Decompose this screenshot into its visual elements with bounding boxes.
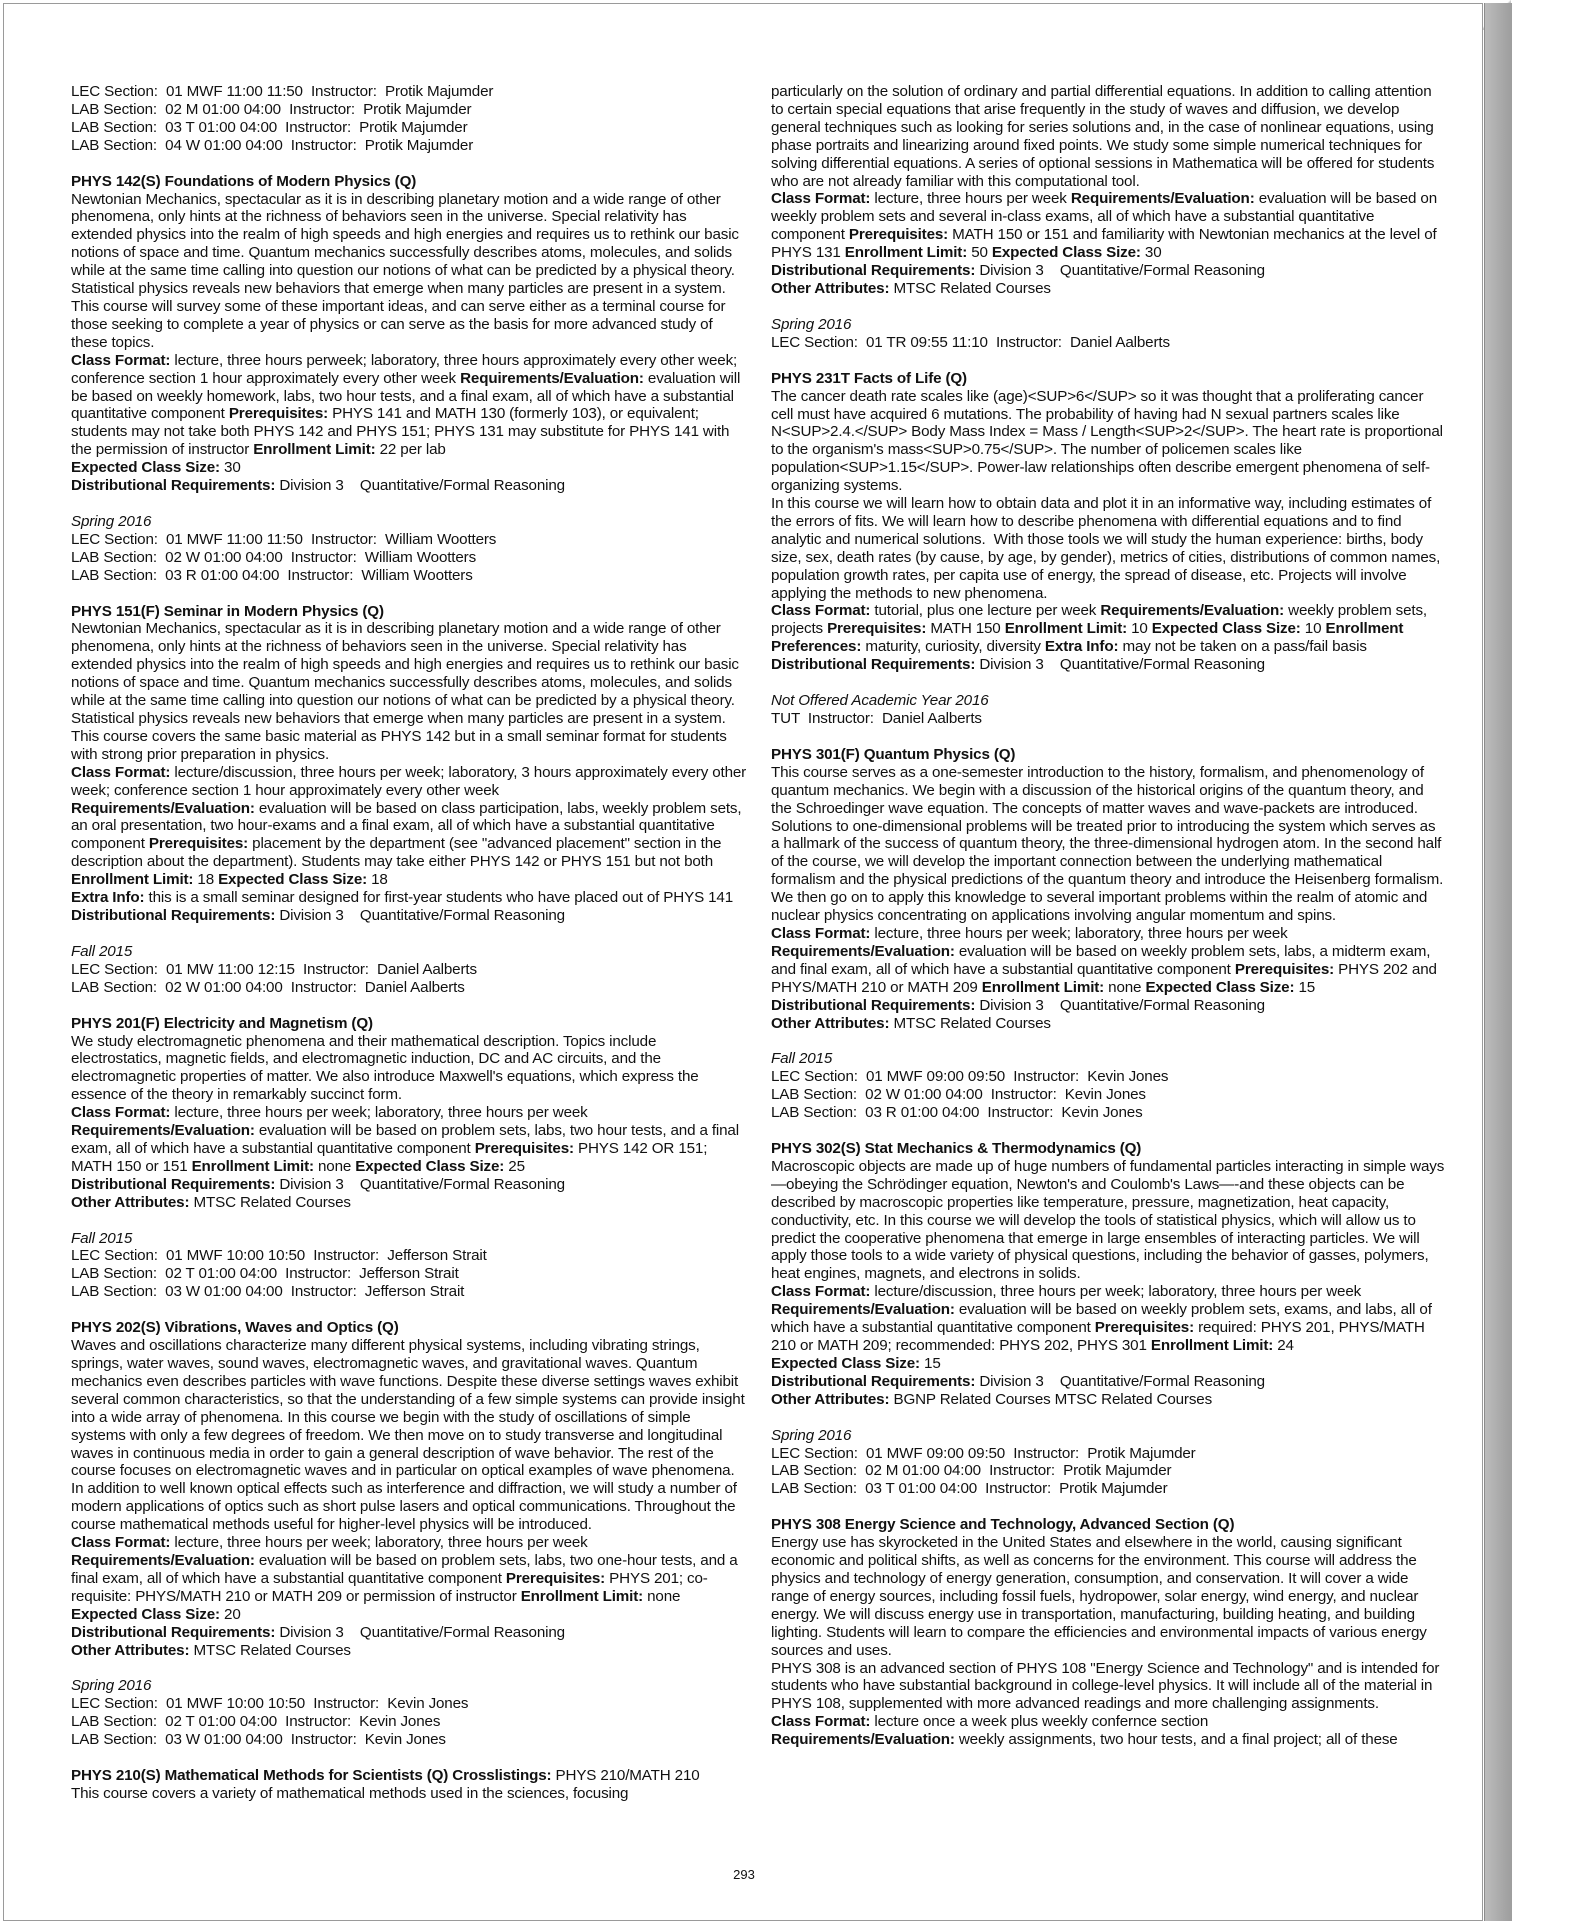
requirements-value: evaluation will be based on weekly problem sets, exams, and labs, all of which have a substantial quantitative component [771, 1301, 1432, 1337]
prerequisites-label: Prerequisites: [827, 620, 927, 638]
crosslistings-value: PHYS 210/MATH 210 [555, 1767, 700, 1785]
course-title: PHYS 302(S) Stat Mechanics & Thermodynamics (Q) [771, 1140, 1142, 1158]
distribution-label: Distributional Requirements: [771, 1372, 976, 1390]
requirements-label: Requirements/Evaluation: [71, 1122, 255, 1140]
page-number: 293 [733, 1867, 755, 1882]
offering-block [771, 1427, 1447, 1499]
class-format-row [771, 925, 1447, 943]
requirements-value: evaluation will be based on weekly homework, labs, two hour tests, and a final exam, all of which have a substantial quantitative component [71, 369, 741, 423]
class-format-label: Class Format: [71, 763, 171, 781]
class-size-value: 15 [1298, 978, 1316, 996]
extra-info-label: Extra Info: [1044, 638, 1119, 656]
semester-label: Spring 2016 [71, 512, 152, 530]
section-line: LEC Section: 01 MWF 10:00 10:50 Instructor: Jefferson Strait [71, 1247, 487, 1265]
class-size-row [771, 1355, 1447, 1373]
class-size-label: Expected Class Size: [218, 871, 368, 889]
requirements-label: Requirements/Evaluation: [71, 1551, 255, 1569]
enrollment-limit-value: 50 [971, 244, 988, 262]
offering-block [71, 1230, 747, 1302]
prerequisites-value: PHYS 141 and MATH 130 (formerly 103), or equivalent; students may not take both PHYS 142 and PHYS 151; PHYS 131 may substitute for PHYS 141 with the permission of instructor [71, 405, 730, 459]
other-attributes-value: BGNP Related Courses MTSC Related Courses [893, 1390, 1213, 1408]
class-format-label: Class Format: [71, 1534, 171, 1552]
semester-label: Spring 2016 [771, 315, 852, 333]
distribution-row [771, 656, 1447, 674]
other-attributes-value: MTSC Related Courses [193, 1641, 351, 1659]
semester-label: Fall 2015 [771, 1050, 833, 1068]
section-line: LEC Section: 01 MWF 10:00 10:50 Instructor: Kevin Jones [71, 1695, 469, 1713]
other-attributes-row [771, 280, 1447, 298]
distribution-label: Distributional Requirements: [71, 477, 276, 495]
prerequisites-label: Prerequisites: [1234, 960, 1335, 978]
course-description: particularly on the solution of ordinary and partial differential equations. In addition to calling attention to certain special equations that arise frequently in the study of waves and diffusion, we develop general techniques such as looking for series solutions and, in the case of nonlinear equations, using phase portraits and linearizing around fixed points. We study some simple numerical techniques for solving differential equations. A series of optional sessions in Mathematica will be offered for students who are not already familiar with this computational tool. [771, 83, 1439, 190]
other-attributes-value: MTSC Related Courses [893, 279, 1051, 297]
class-format-label: Class Format: [71, 1104, 171, 1122]
distribution-row [71, 1176, 747, 1194]
enrollment-preferences-value: maturity, curiosity, diversity [865, 638, 1041, 656]
left-column [71, 83, 747, 1803]
requirements-label: Requirements/Evaluation: [460, 369, 644, 387]
class-format-row [771, 1713, 1447, 1731]
distribution-value: Division 3 Quantitative/Formal Reasoning [279, 906, 565, 924]
other-attributes-label: Other Attributes: [771, 1014, 890, 1032]
distribution-value: Division 3 Quantitative/Formal Reasoning [279, 1175, 565, 1193]
semester-label: Fall 2015 [71, 942, 133, 960]
section-line: LEC Section: 01 MWF 09:00 09:50 Instructor: Protik Majumder [771, 1444, 1196, 1462]
course-phys231 [771, 370, 1447, 728]
course-title: PHYS 202(S) Vibrations, Waves and Optics (Q) [71, 1319, 399, 1337]
class-size-label: Expected Class Size: [71, 1605, 220, 1623]
distribution-label: Distributional Requirements: [71, 1175, 276, 1193]
class-format-value: lecture, three hours per week; laboratory, three hours per week [174, 1104, 588, 1122]
requirements-value: weekly assignments, two hour tests, and a final project; all of these [958, 1731, 1398, 1749]
prerequisites-label: Prerequisites: [148, 835, 249, 853]
distribution-row [771, 1373, 1447, 1391]
prev-course-sections [71, 83, 747, 155]
distribution-row [771, 997, 1447, 1015]
course-description: Newtonian Mechanics, spectacular as it is in describing planetary motion and a wide range of other phenomena, only hints at the richness of behaviors seen in the universe. Special relativity has extended physics into the realm of high speeds and high energies and requires us to rethink our basic notions of space and time. Quantum mechanics successfully describes atoms, molecules, and solids while at the same time calling into question our notions of what can be predicted by a physical theory. Statistical physics reveals new behaviors that emerge when many particles are present in a system. This course covers the same basic material as PHYS 142 but in a small seminar format for students with strong prior preparation in physics. [71, 620, 743, 763]
class-format-label: Class Format: [771, 924, 871, 942]
enrollment-preferences-label: Enrollment Preferences: [771, 620, 1404, 656]
distribution-label: Distributional Requirements: [71, 906, 276, 924]
class-size-label: Expected Class Size: [991, 244, 1141, 262]
prerequisites-label: Prerequisites: [474, 1139, 574, 1157]
section-line: LAB Section: 02 M 01:00 04:00 Instructor: Protik Majumder [771, 1462, 1172, 1480]
requirements-value: evaluation will be based on weekly problem sets and several in-class exams, all of which have a substantial quantitative component [771, 190, 1438, 244]
course-phys201 [71, 1015, 747, 1302]
enrollment-limit-value: none [647, 1587, 681, 1605]
class-size-label: Expected Class Size: [71, 459, 220, 477]
class-format-value: lecture/discussion, three hours per week; laboratory, 3 hours approximately every other week; conference section 1 hour approximately every other week [71, 763, 747, 799]
section-line: LAB Section: 02 W 01:00 04:00 Instructor: William Wootters [71, 548, 477, 566]
section-line: LAB Section: 03 W 01:00 04:00 Instructor: Kevin Jones [71, 1731, 446, 1749]
requirements-label: Requirements/Evaluation: [771, 1301, 955, 1319]
enrollment-limit-label: Enrollment Limit: [71, 871, 194, 889]
class-size-value: 10 [1304, 620, 1322, 638]
class-format-value: lecture, three hours perweek; laboratory, three hours approximately every other week; conference section 1 hour approximately every other week [71, 351, 738, 387]
course-phys308 [771, 1516, 1447, 1749]
course-description-continued: PHYS 308 is an advanced section of PHYS 108 "Energy Science and Technology" and is intended for students who have substantial background in college-level physics. It will include all of the material in PHYS 108, supplemented with more advanced readings and more challenging assignments. [771, 1659, 1444, 1713]
other-attributes-label: Other Attributes: [771, 279, 890, 297]
course-title: PHYS 201(F) Electricity and Magnetism (Q) [71, 1014, 373, 1032]
section-line: LAB Section: 03 R 01:00 04:00 Instructor: William Wootters [71, 566, 473, 584]
enrollment-limit-value: 18 [197, 871, 214, 889]
enrollment-limit-value: none [317, 1157, 352, 1175]
class-format-value: lecture, three hours per week [874, 190, 1067, 208]
section-line: TUT Instructor: Daniel Aalberts [771, 710, 982, 727]
distribution-row [771, 262, 1447, 280]
semester-label: Fall 2015 [71, 1229, 133, 1247]
other-attributes-row [771, 1015, 1447, 1033]
class-size-label: Expected Class Size: [771, 1354, 920, 1372]
course-details [71, 800, 747, 890]
requirements-label: Requirements/Evaluation: [71, 799, 255, 817]
distribution-label: Distributional Requirements: [71, 1623, 276, 1641]
course-phys210 [71, 1767, 747, 1803]
section-line: LEC Section: 01 MWF 11:00 11:50 Instructor: Protik Majumder [71, 83, 494, 100]
distribution-value: Division 3 Quantitative/Formal Reasoning [979, 996, 1265, 1014]
other-attributes-value: MTSC Related Courses [193, 1193, 351, 1211]
course-phys202 [71, 1319, 747, 1749]
course-description: This course serves as a one-semester introduction to the history, formalism, and phenomenology of quantum mechanics. We begin with a discussion of the historical origins of the quantum theory, and the Schroedinger wave equation. The concepts of matter waves and wave-packets are introduced. [771, 763, 1428, 817]
distribution-row [71, 1624, 747, 1642]
course-phys142 [71, 173, 747, 585]
class-format-value: lecture, three hours per week; laboratory, three hours per week [874, 924, 1288, 942]
prerequisites-label: Prerequisites: [1094, 1319, 1194, 1337]
other-attributes-label: Other Attributes: [71, 1641, 190, 1659]
course-details [771, 1301, 1447, 1355]
offering-block [71, 513, 747, 585]
section-line: LAB Section: 03 T 01:00 04:00 Instructor: Protik Majumder [771, 1480, 1168, 1498]
class-size-row [71, 459, 747, 477]
course-phys210-continued [771, 83, 1447, 352]
section-line: LAB Section: 03 T 01:00 04:00 Instructor: Protik Majumder [71, 118, 468, 136]
course-details [71, 352, 747, 459]
course-details [71, 1552, 747, 1624]
section-line: LAB Section: 02 M 01:00 04:00 Instructor: Protik Majumder [71, 100, 472, 118]
offering-block [771, 1050, 1447, 1122]
section-line: LAB Section: 02 W 01:00 04:00 Instructor: Daniel Aalberts [71, 978, 465, 996]
course-description: The cancer death rate scales like (age)<SUP>6</SUP> so it was thought that a proliferating cancer cell must have acquired 6 mutations. The probability of having had N sexual partners scales like N<SUP>2.4.</SUP> Body Mass Index = Mass / Length<SUP>2</SUP>. The heart rate is proportional to the organism's mass<SUP>0.75</SUP>. The number of policemen scales like population<SUP>1.15</SUP>. Power-law relationships often describe emergent phenomena of self-organizing systems. [771, 387, 1447, 495]
extra-info-value: this is a small seminar designed for first-year students who have placed out of PHYS 141 [148, 889, 734, 907]
class-size-value: 30 [224, 459, 241, 477]
class-format-row [71, 1104, 747, 1122]
distribution-label: Distributional Requirements: [771, 262, 976, 280]
extra-info-row [71, 889, 747, 907]
page-edge-shadow [1484, 3, 1512, 1921]
requirements-label: Requirements/Evaluation: [1070, 190, 1255, 208]
prerequisites-value: required: PHYS 201, PHYS/MATH 210 or MATH 209; recommended: PHYS 202, PHYS 301 [771, 1319, 1425, 1354]
course-details [771, 602, 1447, 656]
enrollment-limit-value: none [1108, 978, 1142, 996]
class-size-value: 30 [1144, 244, 1162, 262]
course-title: PHYS 210(S) Mathematical Methods for Scientists (Q) [71, 1767, 449, 1785]
catalog-page [3, 3, 1483, 1921]
course-title: PHYS 301(F) Quantum Physics (Q) [771, 745, 1016, 763]
requirements-row [771, 1731, 1447, 1749]
prerequisites-value: PHYS 142 OR 151; MATH 150 or 151 [71, 1139, 708, 1175]
distribution-value: Division 3 Quantitative/Formal Reasoning [979, 262, 1265, 280]
extra-info-label: Extra Info: [71, 889, 145, 907]
enrollment-limit-value: 22 per lab [379, 441, 446, 459]
course-description-continued: Solutions to one-dimensional problems will be treated prior to introducing the system which serves as a hallmark of the success of quantum theory, the three-dimensional hydrogen atom. In the second half of the course, we will develop the important connection between the underlying mathematical formalism and the physical predictions of the quantum theory and introduce the Heisenberg formalism. We then go on to apply this knowledge to several important problems within the realm of atomic and nuclear physics concentrating on applications involving angular momentum and spins. [771, 817, 1448, 925]
offering-block [771, 692, 1447, 728]
enrollment-limit-label: Enrollment Limit: [253, 441, 376, 459]
class-size-label: Expected Class Size: [1151, 620, 1301, 638]
course-description: Newtonian Mechanics, spectacular as it is in describing planetary motion and a wide range of other phenomena, only hints at the richness of behaviors seen in the universe. Special relativity has extended physics into the realm of high speeds and high energies and requires us to rethink our basic notions of space and time. Quantum mechanics successfully describes atoms, molecules, and solids while at the same time calling into question our notions of what can be predicted by a physical theory. Statistical physics reveals new behaviors that emerge when many particles are present in a system. This course will survey some of these important ideas, and can serve either as a terminal course for those seeking to complete a year of physics or can serve as the basis for more advanced study of these topics. [71, 190, 743, 351]
class-format-label: Class Format: [771, 1713, 871, 1731]
other-attributes-row [71, 1194, 747, 1212]
class-format-label: Class Format: [771, 1283, 871, 1301]
requirements-value: weekly problem sets, projects [771, 602, 1427, 638]
course-phys301 [771, 746, 1447, 1122]
course-title: PHYS 308 Energy Science and Technology, Advanced Section (Q) [771, 1516, 1235, 1534]
requirements-label: Requirements/Evaluation: [771, 942, 955, 960]
prerequisites-label: Prerequisites: [848, 226, 949, 244]
requirements-value: evaluation will be based on problem sets, labs, two hour tests, and a final exam, all of which have a substantial quantitative component [71, 1122, 739, 1157]
class-format-row [71, 764, 747, 800]
course-description: Energy use has skyrocketed in the United States and elsewhere in the world, causing significant economic and political shifts, as well as concerns for the environment. This course will address the physics and technology of energy generation, consumption, and conservation. It will cover a wide range of energy sources, including fossil fuels, hydropower, solar energy, wind energy, and nuclear energy. We will discuss energy use in transportation, manufacturing, building heating, and building lighting. Students will learn to compare the efficiencies and environmental impacts of various energy sources and uses. [771, 1534, 1431, 1659]
prerequisites-value: placement by the department (see "advanced placement" section in the description about the department). Students may take either PHYS 142 or PHYS 151 but not both [71, 835, 722, 871]
prerequisites-value: MATH 150 or 151 and familiarity with Newtonian mechanics at the level of PHYS 131 [771, 226, 1437, 262]
class-format-label: Class Format: [71, 351, 171, 369]
class-size-value: 15 [924, 1354, 941, 1372]
enrollment-limit-label: Enrollment Limit: [520, 1587, 644, 1605]
distribution-value: Division 3 Quantitative/Formal Reasoning [279, 477, 565, 495]
class-format-value: lecture/discussion, three hours per week; laboratory, three hours per week [874, 1283, 1362, 1301]
extra-info-value: may not be taken on a pass/fail basis [1122, 638, 1367, 656]
course-description: This course covers a variety of mathematical methods used in the sciences, focusing [71, 1784, 629, 1802]
other-attributes-row [71, 1642, 747, 1660]
offering-block [71, 1677, 747, 1749]
course-title: PHYS 151(F) Seminar in Modern Physics (Q) [71, 602, 384, 620]
enrollment-limit-label: Enrollment Limit: [1150, 1337, 1274, 1354]
prerequisites-value: MATH 150 [930, 620, 1001, 638]
offering-block [71, 943, 747, 997]
enrollment-limit-label: Enrollment Limit: [191, 1157, 314, 1175]
enrollment-limit-label: Enrollment Limit: [981, 978, 1105, 996]
prerequisites-value: PHYS 201; co-requisite: PHYS/MATH 210 or MATH 209 or permission of instructor [71, 1569, 708, 1605]
section-line: LAB Section: 03 W 01:00 04:00 Instructor: Jefferson Strait [71, 1283, 465, 1301]
class-size-value: 18 [371, 871, 388, 889]
course-description-continued: In this course we will learn how to obtain data and plot it in an informative way, including estimates of the errors of fits. We will learn how to describe phenomena with differential equations and to find analytic and numerical solutions. With those tools we will study the human experience: births, body size, sex, death rates (by cause, by age, by gender), metrics of cities, distributions of common names, population growth rates, per capita use of energy, the spread of disease, etc. Projects will involve applying the methods to new phenomena. [771, 495, 1445, 602]
class-size-label: Expected Class Size: [355, 1157, 505, 1175]
requirements-label: Requirements/Evaluation: [1100, 602, 1285, 620]
other-attributes-value: MTSC Related Courses [893, 1014, 1051, 1032]
semester-label: Spring 2016 [71, 1677, 152, 1695]
class-format-value: lecture once a week plus weekly confernce section [874, 1713, 1209, 1731]
prerequisites-label: Prerequisites: [505, 1569, 606, 1587]
course-title-row [71, 1767, 747, 1785]
class-format-row [71, 1534, 747, 1552]
prerequisites-label: Prerequisites: [228, 405, 329, 423]
class-size-label: Expected Class Size: [1145, 978, 1295, 996]
class-size-value: 25 [508, 1157, 525, 1175]
offering-block [771, 316, 1447, 352]
section-line: LEC Section: 01 TR 09:55 11:10 Instructor: Daniel Aalberts [771, 333, 1170, 351]
enrollment-limit-label: Enrollment Limit: [1004, 620, 1128, 638]
other-attributes-label: Other Attributes: [771, 1390, 890, 1408]
prerequisites-value: PHYS 202 and PHYS/MATH 210 or MATH 209 [771, 960, 1437, 996]
section-line: LAB Section: 04 W 01:00 04:00 Instructor: Protik Majumder [71, 136, 474, 154]
distribution-row [71, 477, 747, 495]
semester-label: Spring 2016 [771, 1426, 852, 1444]
requirements-value: evaluation will be based on class participation, labs, weekly problem sets, an oral presentation, two hour-exams and a final exam, all of which have a substantial quantitative component [71, 799, 742, 853]
class-format-value: tutorial, plus one lecture per week [874, 602, 1097, 620]
enrollment-limit-value: 10 [1131, 620, 1148, 638]
course-description: We study electromagnetic phenomena and their mathematical description. Topics include electrostatics, magnetic fields, and electromagnetic induction, DC and AC circuits, and the electromagnetic properties of matter. We also introduce Maxwell's equations, which express the essence of the theory in remarkably succinct form. [71, 1032, 703, 1104]
course-title: PHYS 231T Facts of Life (Q) [771, 369, 967, 387]
class-format-label: Class Format: [771, 190, 871, 208]
section-line: LEC Section: 01 MWF 09:00 09:50 Instructor: Kevin Jones [771, 1068, 1169, 1086]
crosslistings-label: Crosslistings: [452, 1767, 552, 1785]
requirements-value: evaluation will be based on weekly problem sets, labs, a midterm exam, and final exam, all of which have a substantial quantitative component [771, 942, 1431, 978]
distribution-value: Division 3 Quantitative/Formal Reasoning [279, 1623, 565, 1641]
right-column [771, 83, 1447, 1749]
requirements-label: Requirements/Evaluation: [771, 1731, 955, 1749]
section-line: LEC Section: 01 MW 11:00 12:15 Instructor: Daniel Aalberts [71, 960, 477, 978]
distribution-label: Distributional Requirements: [771, 656, 976, 674]
enrollment-limit-label: Enrollment Limit: [844, 244, 968, 262]
course-phys151 [71, 603, 747, 997]
course-details [771, 190, 1447, 262]
class-size-value: 20 [224, 1605, 241, 1623]
distribution-value: Division 3 Quantitative/Formal Reasoning [979, 1372, 1265, 1390]
section-line: LAB Section: 02 T 01:00 04:00 Instructor: Kevin Jones [71, 1713, 441, 1731]
section-line: LAB Section: 02 W 01:00 04:00 Instructor: Kevin Jones [771, 1086, 1146, 1104]
course-description: Waves and oscillations characterize many different physical systems, including vibrating strings, springs, water waves, sound waves, electromagnetic waves, and gravitational waves. Quantum mechanics even describes particles with wave functions. Despite these diverse settings waves exhibit several common characteristics, so that the understanding of a few simple systems can provide insight into a wide array of phenomena. In this course we begin with the study of oscillations of simple systems with only a few degrees of freedom. We then move on to study transverse and longitudinal waves in continuous media in order to gain a general description of wave behavior. The rest of the course focuses on electromagnetic waves and in particular on optical examples of wave phenomena. In addition to well known optical effects such as interference and diffraction, we will study a number of modern applications of optics such as short pulse lasers and optical communications. Throughout the course mathematical methods useful for higher-level physics will be introduced. [71, 1337, 749, 1534]
other-attributes-row [771, 1391, 1447, 1409]
section-line: LEC Section: 01 MWF 11:00 11:50 Instructor: William Wootters [71, 530, 497, 548]
section-line: LAB Section: 02 T 01:00 04:00 Instructor: Jefferson Strait [71, 1265, 459, 1283]
class-format-value: lecture, three hours per week; laboratory, three hours per week [174, 1534, 588, 1552]
course-description: Macroscopic objects are made up of huge numbers of fundamental particles interacting in simple ways—obeying the Schrödinger equation, Newton's and Coulomb's Laws—-and these objects can be described by macroscopic properties like temperature, pressure, magnetization, heat capacity, conductivity, etc. In this course we will develop the tools of statistical physics, which will allow us to predict the cooperative phenomena that emerge in large ensembles of interacting particles. We will apply those tools to a wide variety of physical questions, including the behavior of gasses, polymers, heat engines, magnets, and electrons in solids. [771, 1157, 1445, 1283]
course-phys302 [771, 1140, 1447, 1498]
class-format-row [771, 1283, 1447, 1301]
class-format-label: Class Format: [771, 602, 871, 620]
semester-label: Not Offered Academic Year 2016 [771, 692, 989, 710]
distribution-value: Division 3 Quantitative/Formal Reasoning [979, 656, 1265, 674]
course-details [71, 1122, 747, 1176]
enrollment-limit-value: 24 [1277, 1337, 1294, 1354]
distribution-label: Distributional Requirements: [771, 996, 976, 1014]
course-title: PHYS 142(S) Foundations of Modern Physics (Q) [71, 172, 417, 190]
requirements-value: evaluation will be based on problem sets, labs, two one-hour tests, and a final exam, all of which have a substantial quantitative component [71, 1551, 738, 1587]
other-attributes-label: Other Attributes: [71, 1193, 190, 1211]
distribution-row [71, 907, 747, 925]
section-line: LAB Section: 03 R 01:00 04:00 Instructor: Kevin Jones [771, 1104, 1143, 1122]
course-details [771, 943, 1447, 997]
